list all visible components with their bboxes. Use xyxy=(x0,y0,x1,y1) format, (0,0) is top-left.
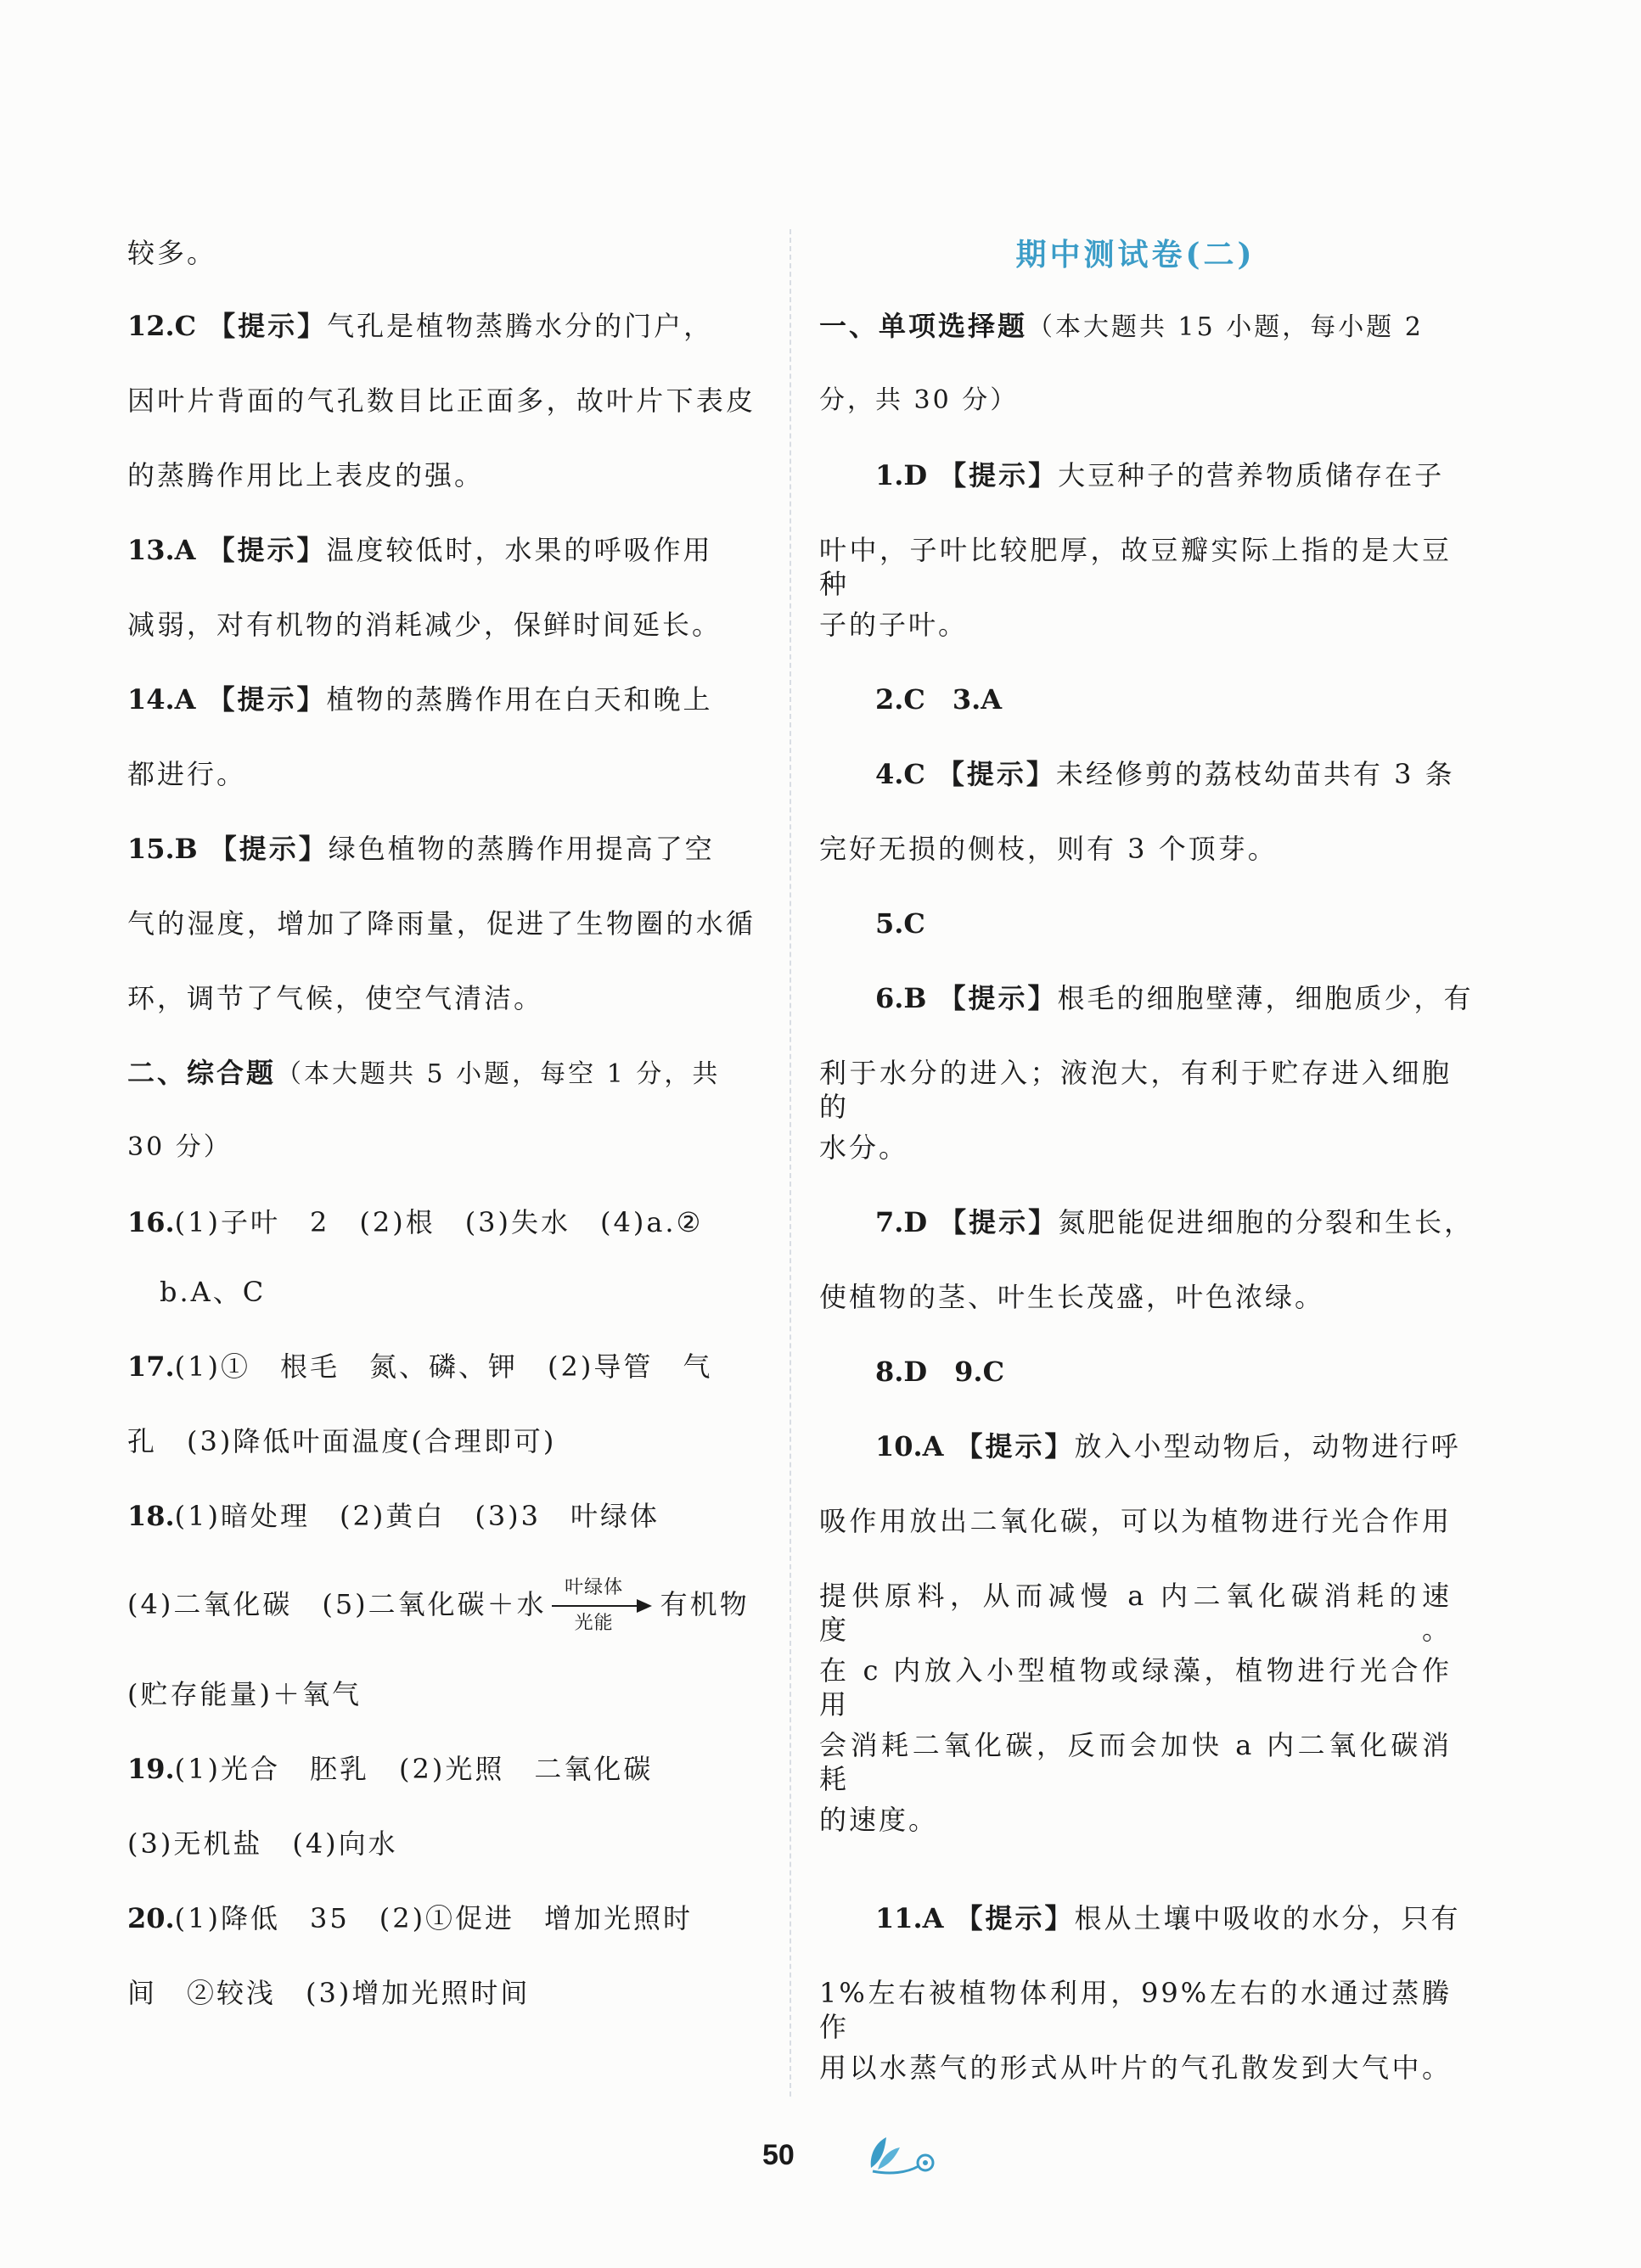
section-1-heading: 一、单项选择题（本大题共 15 小题，每小题 2 xyxy=(819,310,1424,342)
question-number: 5.C xyxy=(875,907,925,940)
hint-label: 【提示】 xyxy=(939,1206,1059,1238)
section-2-note: 30 分） xyxy=(127,1132,232,1162)
question-number: 14.A xyxy=(127,683,196,716)
answer-4-line2: 完好无损的侧枝，则有 3 个顶芽。 xyxy=(819,833,1278,865)
answer-10-line3: 提供原料，从而减慢 a 内二氧化碳消耗的速度。 xyxy=(819,1580,1452,1646)
answer-16-line2: b.A、C xyxy=(160,1276,267,1308)
answer-4-line1: 4.C 【提示】未经修剪的荔枝幼苗共有 3 条 xyxy=(875,758,1455,790)
arrow-head-icon xyxy=(637,1599,652,1613)
section-2-heading: 二、综合题（本大题共 5 小题，每空 1 分，共 xyxy=(127,1057,721,1089)
hint-label: 【提示】 xyxy=(955,1430,1075,1462)
answer-19-line2: (3)无机盐 (4)向水 xyxy=(127,1827,398,1860)
answer-12-line3: 的蒸腾作用比上表皮的强。 xyxy=(127,459,485,491)
section-title: 二、综合题 xyxy=(127,1057,277,1089)
answer-18-line2: (4)二氧化碳 (5)二氧化碳＋水 $\frac{\text{叶绿体}}{\text{光能}}$ 有机物 xyxy=(127,1570,750,1638)
answer-11-line1: 11.A 【提示】根从土壤中吸收的水分，只有 xyxy=(875,1902,1461,1934)
answer-2-3 xyxy=(875,682,1002,716)
hint-label: 【提示】 xyxy=(209,833,329,865)
question-number: 4.C xyxy=(875,758,925,790)
question-number: 8.D xyxy=(875,1356,928,1388)
hint-label: 【提示】 xyxy=(208,310,328,342)
answer-7-line2: 使植物的茎、叶生长茂盛，叶色浓绿。 xyxy=(819,1281,1325,1313)
column-divider xyxy=(790,229,791,2097)
answer-10-line5: 会消耗二氧化碳，反而会加快 a 内二氧化碳消耗 xyxy=(819,1729,1452,1795)
hint-label: 【提示】 xyxy=(938,982,1058,1014)
answer-6-line1: 6.B 【提示】根毛的细胞壁薄，细胞质少，有 xyxy=(875,982,1474,1014)
answer-14-line2: 都进行。 xyxy=(127,758,247,790)
answer-8-9 xyxy=(875,1355,1004,1389)
answer-7-line1: 7.D 【提示】氮肥能促进细胞的分裂和生长， xyxy=(875,1206,1475,1238)
hint-label: 【提示】 xyxy=(207,683,327,716)
answer-18-line3: (贮存能量)＋氧气 xyxy=(127,1678,362,1710)
answer-16-line1: 16.(1)子叶 2 (2)根 (3)失水 (4)a.② xyxy=(127,1206,704,1238)
answer-14-line1: 14.A 【提示】植物的蒸腾作用在白天和晚上 xyxy=(127,683,713,716)
answer-10-line6: 的速度。 xyxy=(819,1804,939,1836)
answer-13-line1: 13.A 【提示】温度较低时，水果的呼吸作用 xyxy=(127,534,713,566)
leaf-swirl-logo-icon xyxy=(864,2130,941,2178)
answer-20-line2: 间 ②较浅 (3)增加光照时间 xyxy=(127,1977,531,2009)
arrow-condition-bottom: 光能 xyxy=(574,1612,614,1634)
hint-label: 【提示】 xyxy=(955,1902,1075,1934)
question-number: 2.C xyxy=(875,683,925,716)
answer-18-line1: 18.(1)暗处理 (2)黄白 (3)3 叶绿体 xyxy=(127,1500,660,1532)
answer-1-line1: 1.D 【提示】大豆种子的营养物质储存在子 xyxy=(875,459,1445,491)
answer-10-line1: 10.A 【提示】放入小型动物后，动物进行呼 xyxy=(875,1430,1461,1462)
section-1-note: 分，共 30 分） xyxy=(819,385,1019,415)
question-number: 7.D xyxy=(875,1206,928,1238)
answer-1-line3: 子的子叶。 xyxy=(819,609,969,641)
continued-text: 较多。 xyxy=(127,237,217,269)
question-number: 9.C xyxy=(954,1356,1005,1388)
question-number: 12.C xyxy=(127,310,197,342)
answer-11-line2: 1%左右被植物体利用，99%左右的水通过蒸腾作 xyxy=(819,1977,1452,2043)
question-number: 6.B xyxy=(875,982,927,1014)
arrow-line xyxy=(552,1605,637,1607)
hint-label: 【提示】 xyxy=(939,459,1059,491)
answer-1-line2: 叶中，子叶比较肥厚，故豆瓣实际上指的是大豆种 xyxy=(819,534,1452,600)
answer-17-line2: 孔 (3)降低叶面温度(合理即可) xyxy=(127,1425,557,1457)
question-number: 10.A xyxy=(875,1430,944,1462)
hint-label: 【提示】 xyxy=(207,534,327,566)
answer-6-line2: 利于水分的进入；液泡大，有利于贮存进入细胞的 xyxy=(819,1057,1452,1123)
test-title: 期中测试卷(二) xyxy=(1015,237,1256,272)
answer-10-line4: 在 c 内放入小型植物或绿藻，植物进行光合作用 xyxy=(819,1654,1452,1721)
question-number: 17. xyxy=(127,1350,175,1383)
answer-11-line3: 用以水蒸气的形式从叶片的气孔散发到大气中。 xyxy=(819,2052,1452,2084)
answer-19-line1: 19.(1)光合 胚乳 (2)光照 二氧化碳 xyxy=(127,1753,654,1785)
question-number: 13.A xyxy=(127,534,196,566)
question-number: 20. xyxy=(127,1902,175,1934)
answer-15-line1: 15.B 【提示】绿色植物的蒸腾作用提高了空 xyxy=(127,833,715,865)
hint-label: 【提示】 xyxy=(936,758,1056,790)
answer-12-line2: 因叶片背面的气孔数目比正面多，故叶片下表皮 xyxy=(127,385,756,417)
answer-20-line1: 20.(1)降低 35 (2)①促进 增加光照时 xyxy=(127,1902,694,1934)
question-number: 11.A xyxy=(875,1902,944,1934)
arrow-condition-top: 叶绿体 xyxy=(565,1576,624,1598)
answer-15-line2: 气的湿度，增加了降雨量，促进了生物圈的水循 xyxy=(127,907,756,940)
reaction-arrow xyxy=(552,1573,655,1641)
answer-13-line2: 减弱，对有机物的消耗减少，保鲜时间延长。 xyxy=(127,609,722,641)
page-number: 50 xyxy=(762,2139,795,2171)
question-number: 18. xyxy=(127,1500,175,1532)
question-number: 15.B xyxy=(127,833,198,865)
answer-10-line2: 吸作用放出二氧化碳，可以为植物进行光合作用 xyxy=(819,1505,1452,1537)
question-number: 3.A xyxy=(952,683,1003,716)
answer-12-line1: 12.C 【提示】气孔是植物蒸腾水分的门户， xyxy=(127,310,714,342)
question-number: 19. xyxy=(127,1753,175,1785)
question-number: 1.D xyxy=(875,459,928,491)
answer-15-line3: 环，调节了气候，使空气清洁。 xyxy=(127,982,544,1014)
question-number: 16. xyxy=(127,1206,175,1238)
section-title: 一、单项选择题 xyxy=(819,310,1028,342)
answer-5 xyxy=(875,907,925,940)
answer-6-line3: 水分。 xyxy=(819,1131,909,1164)
answer-17-line1: 17.(1)① 根毛 氮、磷、钾 (2)导管 气 xyxy=(127,1350,713,1383)
